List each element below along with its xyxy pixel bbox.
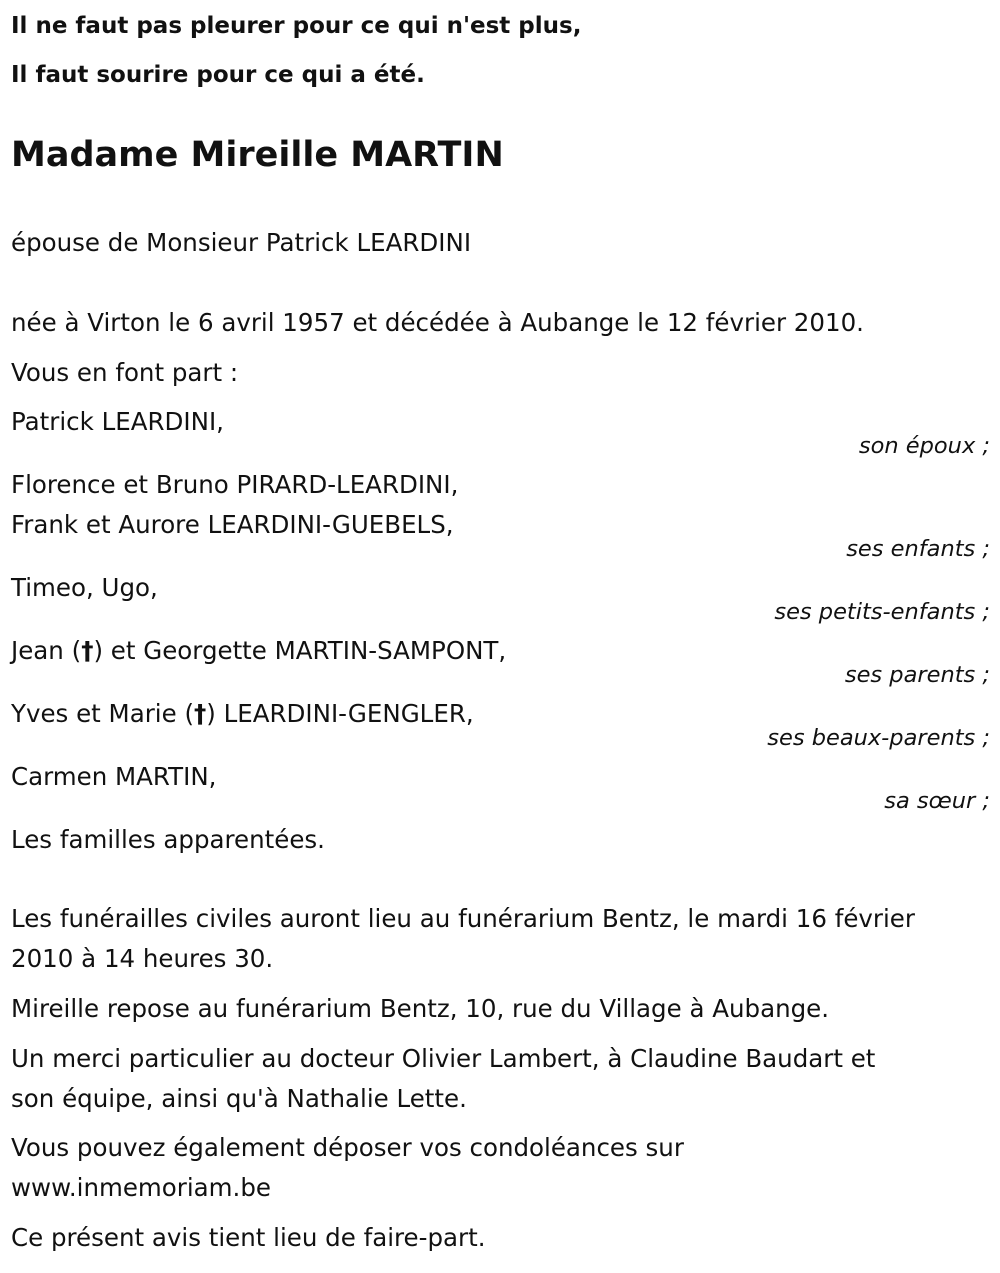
epigraph-line-1: Il ne faut pas pleurer pour ce qui n'est plus, xyxy=(11,13,582,39)
birth-death-line: née à Virton le 6 avril 1957 et décédée à Aubange le 12 février 2010. xyxy=(11,308,864,337)
family-name-line: Carmen MARTIN, xyxy=(11,762,217,791)
related-families: Les familles apparentées. xyxy=(11,825,325,854)
family-name-line: Yves et Marie (†) LEARDINI-GENGLER, xyxy=(11,699,474,728)
family-relation: ses beaux-parents ; xyxy=(767,725,990,751)
family-name-line: Timeo, Ugo, xyxy=(11,573,158,602)
family-relation: son époux ; xyxy=(858,433,990,459)
family-name-line: Florence et Bruno PIRARD-LEARDINI, xyxy=(11,470,459,499)
notice-line: Ce présent avis tient lieu de faire-part. xyxy=(11,1223,486,1252)
thanks-line-2: son équipe, ainsi qu'à Nathalie Lette. xyxy=(11,1084,467,1113)
spouse-line: épouse de Monsieur Patrick LEARDINI xyxy=(11,228,472,257)
thanks-line-1: Un merci particulier au docteur Olivier Lambert, à Claudine Baudart et xyxy=(11,1044,876,1073)
funeral-line-2: 2010 à 14 heures 30. xyxy=(11,944,274,973)
family-name-line: Jean (†) et Georgette MARTIN-SAMPONT, xyxy=(11,636,507,665)
announcement-intro: Vous en font part : xyxy=(11,358,239,387)
family-relation: ses petits-enfants ; xyxy=(774,599,990,625)
family-relation: ses parents ; xyxy=(844,662,990,688)
family-name-line: Frank et Aurore LEARDINI-GUEBELS, xyxy=(11,510,454,539)
cross-icon: † xyxy=(81,636,94,665)
funeral-line-1: Les funérailles civiles auront lieu au funérarium Bentz, le mardi 16 février xyxy=(11,904,915,933)
deceased-name: Madame Mireille MARTIN xyxy=(11,135,504,175)
rest-place: Mireille repose au funérarium Bentz, 10, rue du Village à Aubange. xyxy=(11,994,830,1023)
condolences-line-1: Vous pouvez également déposer vos condoléances sur xyxy=(11,1133,684,1162)
family-relation: ses enfants ; xyxy=(846,536,990,562)
family-name-line: Patrick LEARDINI, xyxy=(11,407,224,436)
epigraph-line-2: Il faut sourire pour ce qui a été. xyxy=(11,62,425,88)
condolences-website: www.inmemoriam.be xyxy=(11,1173,271,1202)
cross-icon: † xyxy=(194,699,207,728)
family-relation: sa sœur ; xyxy=(884,788,990,814)
